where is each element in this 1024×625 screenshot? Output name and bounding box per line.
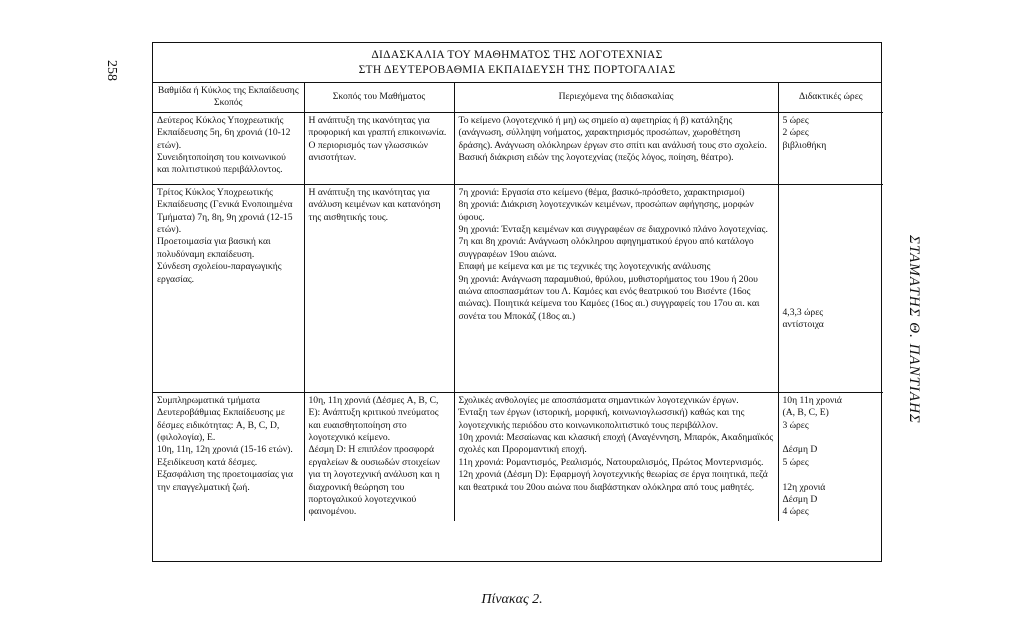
cell-text: Η ανάπτυξη της ικανότητας για ανάλυση κειμένων και κατανόηση της αισθητικής τους.	[308, 186, 441, 223]
cell-content	[454, 184, 778, 392]
header-level: Βαθμίδα ή Κύκλος της Εκπαίδευσης Σκοπός	[153, 83, 304, 112]
cell-text: Επαφή με κείμενα και με τις τεχνικές της λογοτεχνικής ανάλυσης	[458, 261, 711, 273]
table-row	[153, 184, 883, 392]
curriculum-grid	[153, 83, 883, 521]
cell-text: Εξασφάλιση της προετοιμασίας για την επαγγελματική ζωή.	[157, 469, 293, 493]
header-content: Περιεχόμενα της διδασκαλίας	[454, 83, 778, 112]
table-row	[153, 112, 883, 184]
cell-text: βιβλιοθήκη	[782, 139, 827, 151]
cell-text: Εξειδίκευση κατά δέσμες.	[157, 456, 258, 468]
cell-text: 4 ώρες	[782, 506, 809, 518]
cell-text: (A, B, C, E)	[782, 407, 829, 419]
cell-hours	[778, 392, 883, 521]
cell-text: Τρίτος Κύκλος Υποχρεωτικής Εκπαίδευσης (Γενικά Ενοποιημένα Τμήματα) 7η, 8η, 9η χρονιά (12-15 ετών).	[157, 186, 293, 236]
cell-text: Δέσμη D: Η επιπλέον προσφορά εργαλείων & ουσιωδών στοιχείων για τη λογοτεχνική ανάλυση και η διαχρονική θεώρηση του πορτογαλικού λογοτεχνικού φαινομένου.	[308, 444, 440, 518]
cell-text: 12η χρονιά	[782, 481, 826, 493]
cell-text: 2 ώρες	[782, 127, 809, 139]
cell-text: Ένταξη των έργων (ιστορική, μορφική, κοινωνιογλωσσική) καθώς και της λογοτεχνικής περιόδου στο κοινωνικοπολιτιστικό τους περιβάλλον.	[458, 407, 745, 431]
table-title-line-2: ΣΤΗ ΔΕΥΤΕΡΟΒΑΘΜΙΑ ΕΚΠΑΙΔΕΥΣΗ ΤΗΣ ΠΟΡΤΟΓΑΛΙΑΣ	[358, 64, 676, 76]
cell-level	[153, 392, 304, 521]
cell-level	[153, 112, 304, 184]
cell-text: 8η χρονιά: Διάκριση λογοτεχνικών κειμένων, προσώπων αφήγησης, μορφών ύφους.	[458, 199, 754, 223]
cell-text: Συνειδητοποίηση του κοινωνικού και πολιτιστικού περιβάλλοντος.	[157, 152, 286, 176]
cell-text	[783, 469, 880, 481]
cell-text: 5 ώρες	[782, 456, 809, 468]
cell-hours	[778, 112, 883, 184]
cell-text: Προετοιμασία για βασική και πολυδύναμη εκπαίδευση.	[157, 236, 271, 260]
cell-text: 7η και 8η χρονιά: Ανάγνωση ολόκληρου αφηγηματικού έργου από κατάλογο συγγραφέων 19ου αιώνα.	[458, 236, 754, 260]
cell-text: αντίστοιχα	[782, 319, 824, 331]
cell-content	[454, 392, 778, 521]
table-title	[153, 43, 881, 83]
cell-text: 10η χρονιά: Μεσαίωνας και κλασική εποχή (Αναγέννηση, Μπαρόκ, Ακαδημαϊκός σχολές και Προρομαντική εποχή.	[458, 432, 774, 456]
cell-text: Σχολικές ανθολογίες με αποσπάσματα σημαντικών λογοτεχνικών έργων.	[458, 394, 739, 406]
cell-text: 7η χρονιά: Εργασία στο κείμενο (θέμα, βασικό-πρόσθετο, χαρακτηρισμοί)	[458, 186, 745, 198]
cell-text: 4,3,3 ώρες	[782, 306, 824, 318]
cell-text: Δέσμη D	[782, 444, 818, 456]
cell-text: Συμπληρωματικά τμήματα Δευτεροβάθμιας Εκπαίδευσης με δέσμες ειδικότητας: A, B, C, D, (φιλολογία), E.	[157, 394, 285, 444]
cell-text: 10η, 11η, 12η χρονιά (15-16 ετών).	[157, 444, 293, 456]
cell-aim	[304, 112, 454, 184]
side-author-name: ΣΤΑΜΑΤΗΣ Θ. ΠΑΝΤΙΑΗΣ	[906, 235, 922, 424]
cell-level	[153, 184, 304, 392]
cell-text	[783, 432, 880, 444]
cell-text: Δεύτερος Κύκλος Υποχρεωτικής Εκπαίδευσης 5η, 6η χρονιά (10-12 ετών).	[157, 114, 291, 151]
cell-hours	[778, 184, 883, 392]
header-hours: Διδακτικές ώρες	[778, 83, 883, 112]
cell-text: Δέσμη D	[782, 494, 818, 506]
header-aim: Σκοπός του Μαθήματος	[304, 83, 454, 112]
curriculum-table	[152, 42, 882, 562]
cell-text: 10η 11η χρονιά	[782, 394, 842, 406]
cell-text: 12η χρονιά (Δέσμη D): Εφαρμογή λογοτεχνικής θεωρίας σε έργα ποιητικά, πεζά και θεατρικά του 20ου αιώνα που διαβάστηκαν ολόκληρα από τους μαθητές.	[458, 469, 768, 493]
cell-text: 3 ώρες	[782, 419, 809, 431]
cell-content	[454, 112, 778, 184]
cell-text: 11η χρονιά: Ρομαντισμός, Ρεαλισμός, Νατουραλισμός, Πρώτος Μοντερνισμός.	[458, 456, 764, 468]
cell-text: Σύνδεση σχολείου-παραγωγικής εργασίας.	[157, 261, 282, 285]
table-caption: Πίνακας 2.	[481, 592, 543, 607]
cell-text: 5 ώρες	[782, 114, 809, 126]
cell-aim	[304, 184, 454, 392]
cell-aim	[304, 392, 454, 521]
cell-text: Η ανάπτυξη της ικανότητας για προφορική και γραπτή επικοινωνία. Ο περιορισμός των γλωσσικών ανισοτήτων.	[308, 114, 447, 164]
table-row	[153, 392, 883, 521]
cell-text: 9η χρονιά: Ένταξη κειμένων και συγγραφέων σε διαχρονικό πλάνο λογοτεχνίας.	[458, 224, 768, 236]
cell-text: 9η χρονιά: Ανάγνωση παραμυθιού, θρύλου, μυθιστορήματος του 19ου ή 20ου αιώνα αποσπασμάτων του Λ. Καμόες και ενός θεατρικού του Βισέντε (16ος αιώνας). Ποιητικά κείμενα του Καμόες (16ος αι.) συγγραφείς του 17ου αι. και σονέτα του Μποκάζ (18ος αι.)	[458, 273, 760, 322]
page-number: 258	[104, 60, 119, 81]
cell-text: 10η, 11η χρονιά (Δέσμες A, B, C, E): Ανάπτυξη κριτικού πνεύματος και ευαισθητοποίηση στο λογοτεχνικό κείμενο.	[308, 394, 439, 444]
table-title-line-1: ΔΙΔΑΣΚΑΛΙΑ ΤΟΥ ΜΑΘΗΜΑΤΟΣ ΤΗΣ ΛΟΓΟΤΕΧΝΙΑΣ	[371, 49, 663, 61]
cell-text: Το κείμενο (λογοτεχνικό ή μη) ως σημείο α) αφετηρίας ή β) κατάληξης (ανάγνωση, σύλληψη νοήματος, χαρακτηρισμός προσώπων, χωροθέτηση δράσης). Ανάγνωση ολόκληρων έργων στο σπίτι και ανάλυσή τους στο σχολείο. Βασική διάκριση ειδών της λογοτεχνίας (πεζός λόγος, ποίηση, θέατρο).	[458, 114, 767, 164]
